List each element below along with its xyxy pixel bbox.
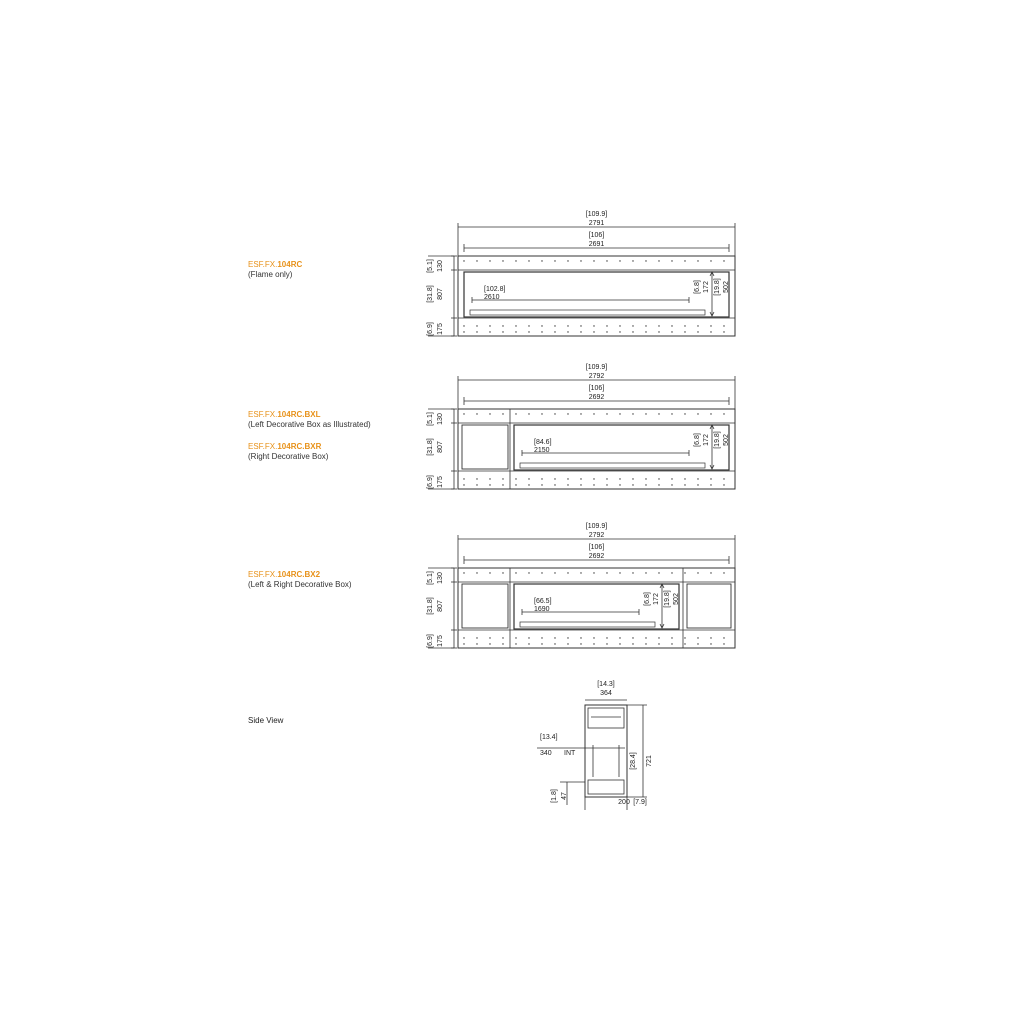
rivet-dot [528, 572, 529, 573]
rivet-dot [528, 643, 529, 644]
rivet-dot [502, 331, 503, 332]
rivet-dot [489, 637, 490, 638]
depth-b-mm: 502 [723, 434, 730, 446]
rivet-dot [502, 260, 503, 261]
unit-outline [458, 409, 735, 489]
rivet-dot [554, 413, 555, 414]
rivet-dot [710, 331, 711, 332]
rivet-dot [593, 331, 594, 332]
rivet-dot [541, 572, 542, 573]
opening-width-inches: [84.6] [534, 439, 552, 446]
rivet-dot [671, 572, 672, 573]
rivet-dot [541, 637, 542, 638]
rivet-dot [476, 331, 477, 332]
rivet-dot [463, 637, 464, 638]
height-mm: 807 [437, 600, 444, 612]
rivet-dot [463, 478, 464, 479]
rivet-dot [684, 572, 685, 573]
depth-a-inches: [6.8] [644, 592, 651, 606]
rivet-dot [632, 484, 633, 485]
rivet-dot [489, 572, 490, 573]
rivet-dot [619, 643, 620, 644]
model-label-bx2: ESF.FX.104RC.BX2 (Left & Right Decorative Box) [248, 570, 352, 589]
front-view-flame [427, 211, 735, 336]
rivet-dot [554, 643, 555, 644]
rivet-dot [606, 260, 607, 261]
rivet-dot [710, 260, 711, 261]
rivet-dot [567, 484, 568, 485]
base-height-inches: [6.9] [427, 634, 434, 648]
rivet-dot [658, 413, 659, 414]
top-height-inches: [5.1] [427, 259, 434, 273]
rivet-dot [463, 331, 464, 332]
rivet-dot [476, 643, 477, 644]
inner-width-mm: 2691 [588, 241, 605, 248]
rivet-dot [463, 572, 464, 573]
rivet-dot [671, 325, 672, 326]
base-height-inches: [6.9] [427, 475, 434, 489]
rivet-dot [541, 325, 542, 326]
rivet-dot [541, 331, 542, 332]
burner-tray [520, 463, 705, 468]
rivet-dot [463, 484, 464, 485]
rivet-dot [476, 572, 477, 573]
rivet-dot [632, 331, 633, 332]
rivet-dot [723, 478, 724, 479]
rivet-dot [528, 484, 529, 485]
rivet-dot [463, 260, 464, 261]
rivet-dot [658, 637, 659, 638]
opening-width-mm: 1690 [534, 606, 550, 613]
interior-width-inches: [13.4] [540, 734, 558, 741]
rivet-dot [593, 325, 594, 326]
rivet-dot [723, 413, 724, 414]
rivet-dot [632, 643, 633, 644]
depth-a-inches: [6.8] [694, 280, 701, 294]
rivet-dot [684, 413, 685, 414]
height-inches: [31.8] [427, 285, 434, 303]
rivet-dot [619, 331, 620, 332]
inner-width-inches: [106] [588, 544, 605, 551]
rivet-dot [684, 260, 685, 261]
base-height-mm: 175 [437, 323, 444, 335]
rivet-dot [554, 260, 555, 261]
rivet-dot [502, 413, 503, 414]
rivet-dot [658, 572, 659, 573]
top-height-mm: 130 [437, 413, 444, 425]
rivet-dot [723, 572, 724, 573]
overall-width-mm: 2791 [588, 220, 605, 227]
rivet-dot [697, 331, 698, 332]
rivet-dot [489, 331, 490, 332]
rivet-dot [476, 637, 477, 638]
opening-width-inches: [66.5] [534, 598, 552, 605]
rivet-dot [697, 572, 698, 573]
height-inches: [31.8] [427, 438, 434, 456]
rivet-dot [697, 260, 698, 261]
rivet-dot [684, 484, 685, 485]
rivet-dot [502, 572, 503, 573]
rivet-dot [567, 643, 568, 644]
rivet-dot [567, 413, 568, 414]
rivet-dot [619, 572, 620, 573]
model-label-flame-only: ESF.FX.104RC (Flame only) [248, 260, 303, 279]
rivet-dot [710, 572, 711, 573]
overall-width-mm: 2792 [588, 532, 605, 539]
rivet-dot [606, 643, 607, 644]
rivet-dot [671, 643, 672, 644]
depth-a-mm: 172 [653, 593, 660, 605]
rivet-dot [528, 637, 529, 638]
rivet-dot [619, 478, 620, 479]
rivet-dot [567, 260, 568, 261]
rivet-dot [645, 331, 646, 332]
rivet-dot [580, 413, 581, 414]
foot-height-inches: [1.8] [551, 789, 558, 803]
base-height-inches: [6.9] [427, 322, 434, 336]
rivet-dot [580, 637, 581, 638]
rivet-dot [671, 478, 672, 479]
rivet-dot [606, 637, 607, 638]
rivet-dot [567, 572, 568, 573]
rivet-dot [541, 484, 542, 485]
rivet-dot [619, 484, 620, 485]
rivet-dot [580, 643, 581, 644]
side-view-drawing [537, 681, 653, 810]
left-decorative-box [462, 425, 508, 469]
depth-b-inches: [19.8] [714, 278, 721, 296]
overall-width-inches: [109.9] [585, 211, 608, 218]
inner-width-mm: 2692 [588, 394, 605, 401]
depth-a-mm: 172 [703, 281, 710, 293]
rivet-dot [671, 260, 672, 261]
rivet-dot [502, 643, 503, 644]
rivet-dot [528, 325, 529, 326]
rivet-dot [502, 478, 503, 479]
rivet-dot [645, 637, 646, 638]
rivet-dot [528, 331, 529, 332]
rivet-dot [645, 478, 646, 479]
rivet-dot [567, 325, 568, 326]
left-decorative-box [462, 584, 508, 628]
rivet-dot [476, 260, 477, 261]
rivet-dot [515, 325, 516, 326]
rivet-dot [723, 331, 724, 332]
rivet-dot [697, 325, 698, 326]
rivet-dot [606, 331, 607, 332]
side-view-label: Side View [248, 716, 284, 725]
rivet-dot [515, 643, 516, 644]
rivet-dot [541, 260, 542, 261]
side-depth-mm: 200 [618, 799, 630, 806]
rivet-dot [658, 484, 659, 485]
rivet-dot [710, 413, 711, 414]
burner-tray [520, 622, 655, 627]
rivet-dot [645, 572, 646, 573]
rivet-dot [528, 413, 529, 414]
interior-width-note: INT [564, 750, 576, 757]
rivet-dot [632, 637, 633, 638]
rivet-dot [671, 413, 672, 414]
rivet-dot [593, 478, 594, 479]
rivet-dot [606, 572, 607, 573]
inner-width-inches: [106] [588, 232, 605, 239]
rivet-dot [632, 260, 633, 261]
rivet-dot [567, 478, 568, 479]
overall-width-mm: 2792 [588, 373, 605, 380]
side-top-panel [588, 708, 624, 728]
rivet-dot [645, 643, 646, 644]
rivet-dot [580, 484, 581, 485]
opening-width-mm: 2610 [484, 294, 500, 301]
rivet-dot [580, 478, 581, 479]
rivet-dot [645, 325, 646, 326]
rivet-dot [515, 260, 516, 261]
foot-height-mm: 47 [561, 792, 568, 800]
overall-width-inches: [109.9] [585, 364, 608, 371]
rivet-dot [723, 637, 724, 638]
side-height-inches: [28.4] [630, 752, 637, 770]
rivet-dot [515, 572, 516, 573]
rivet-dot [554, 325, 555, 326]
rivet-dot [593, 260, 594, 261]
rivet-dot [684, 331, 685, 332]
rivet-dot [489, 478, 490, 479]
height-mm: 807 [437, 441, 444, 453]
rivet-dot [515, 331, 516, 332]
rivet-dot [554, 478, 555, 479]
opening-width-mm: 2150 [534, 447, 550, 454]
rivet-dot [580, 331, 581, 332]
top-height-mm: 130 [437, 260, 444, 272]
rivet-dot [515, 484, 516, 485]
side-height-mm: 721 [646, 755, 653, 767]
height-mm: 807 [437, 288, 444, 300]
rivet-dot [554, 331, 555, 332]
rivet-dot [658, 331, 659, 332]
rivet-dot [463, 325, 464, 326]
rivet-dot [606, 413, 607, 414]
rivet-dot [541, 643, 542, 644]
rivet-dot [593, 484, 594, 485]
depth-a-inches: [6.8] [694, 433, 701, 447]
rivet-dot [684, 325, 685, 326]
rivet-dot [606, 484, 607, 485]
rivet-dot [567, 637, 568, 638]
rivet-dot [580, 572, 581, 573]
rivet-dot [593, 572, 594, 573]
rivet-dot [671, 331, 672, 332]
rivet-dot [502, 325, 503, 326]
opening-width-inches: [102.8] [484, 286, 506, 293]
unit-outline [458, 568, 735, 648]
rivet-dot [502, 637, 503, 638]
depth-a-mm: 172 [703, 434, 710, 446]
rivet-dot [463, 413, 464, 414]
front-view-bx2 [427, 523, 735, 648]
rivet-dot [606, 478, 607, 479]
base-height-mm: 175 [437, 635, 444, 647]
side-width-inches: [14.3] [597, 681, 615, 688]
rivet-dot [489, 643, 490, 644]
rivet-dot [541, 478, 542, 479]
rivet-dot [502, 484, 503, 485]
rivet-dot [554, 572, 555, 573]
rivet-dot [723, 484, 724, 485]
top-height-inches: [5.1] [427, 412, 434, 426]
rivet-dot [671, 637, 672, 638]
rivet-dot [580, 325, 581, 326]
rivet-dot [528, 260, 529, 261]
rivet-dot [619, 260, 620, 261]
overall-width-inches: [109.9] [585, 523, 608, 530]
rivet-dot [723, 643, 724, 644]
model-label-bxr: ESF.FX.104RC.BXR (Right Decorative Box) [248, 442, 329, 461]
side-outline [585, 705, 627, 797]
rivet-dot [528, 478, 529, 479]
rivet-dot [697, 643, 698, 644]
rivet-dot [476, 325, 477, 326]
rivet-dot [463, 643, 464, 644]
depth-b-mm: 502 [673, 593, 680, 605]
rivet-dot [658, 325, 659, 326]
rivet-dot [632, 572, 633, 573]
top-height-mm: 130 [437, 572, 444, 584]
rivet-dot [489, 484, 490, 485]
front-view-bxl [427, 364, 735, 489]
side-depth-inches: [7.9] [633, 799, 647, 806]
rivet-dot [710, 637, 711, 638]
rivet-dot [476, 413, 477, 414]
rivet-dot [489, 413, 490, 414]
rivet-dot [541, 413, 542, 414]
rivet-dot [515, 637, 516, 638]
model-label-bxl: ESF.FX.104RC.BXL (Left Decorative Box as Illustrated) [248, 410, 371, 429]
depth-b-mm: 502 [723, 281, 730, 293]
rivet-dot [515, 478, 516, 479]
rivet-dot [658, 643, 659, 644]
height-inches: [31.8] [427, 597, 434, 615]
rivet-dot [645, 413, 646, 414]
rivet-dot [619, 325, 620, 326]
rivet-dot [658, 478, 659, 479]
rivet-dot [593, 637, 594, 638]
rivet-dot [515, 413, 516, 414]
rivet-dot [593, 413, 594, 414]
rivet-dot [710, 484, 711, 485]
rivet-dot [489, 325, 490, 326]
rivet-dot [697, 637, 698, 638]
depth-b-inches: [19.8] [664, 590, 671, 608]
rivet-dot [632, 413, 633, 414]
rivet-dot [697, 413, 698, 414]
rivet-dot [554, 484, 555, 485]
side-base-panel [588, 780, 624, 794]
rivet-dot [606, 325, 607, 326]
front-views [427, 211, 735, 648]
rivet-dot [723, 325, 724, 326]
rivet-dot [671, 484, 672, 485]
burner-tray [470, 310, 705, 315]
right-decorative-box [687, 584, 731, 628]
rivet-dot [632, 325, 633, 326]
interior-width-mm: 340 [540, 750, 552, 757]
depth-b-inches: [19.8] [714, 431, 721, 449]
rivet-dot [684, 478, 685, 479]
rivet-dot [697, 484, 698, 485]
rivet-dot [710, 643, 711, 644]
rivet-dot [567, 331, 568, 332]
rivet-dot [489, 260, 490, 261]
rivet-dot [476, 478, 477, 479]
rivet-dot [684, 643, 685, 644]
rivet-dot [710, 325, 711, 326]
rivet-dot [580, 260, 581, 261]
rivet-dot [476, 484, 477, 485]
rivet-dot [619, 413, 620, 414]
rivet-dot [593, 643, 594, 644]
rivet-dot [710, 478, 711, 479]
rivet-dot [723, 260, 724, 261]
inner-width-mm: 2692 [588, 553, 605, 560]
rivet-dot [697, 478, 698, 479]
rivet-dot [619, 637, 620, 638]
rivet-dot [645, 484, 646, 485]
rivet-dot [684, 637, 685, 638]
rivet-dot [658, 260, 659, 261]
base-height-mm: 175 [437, 476, 444, 488]
top-height-inches: [5.1] [427, 571, 434, 585]
side-width-mm: 364 [600, 690, 612, 697]
inner-width-inches: [106] [588, 385, 605, 392]
rivet-dot [645, 260, 646, 261]
rivet-dot [554, 637, 555, 638]
rivet-dot [632, 478, 633, 479]
